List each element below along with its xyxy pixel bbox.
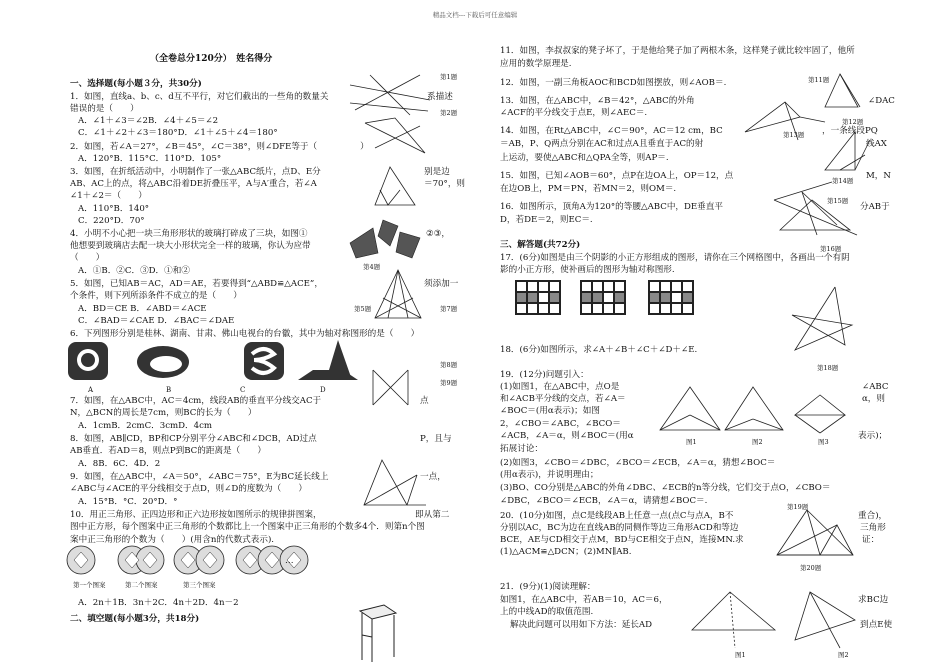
logo-letter-1: B	[166, 386, 172, 394]
left-line-1: 1．如图，直线a、b、c、d互不平行，对它们截出的一些角的数量关	[70, 92, 329, 102]
right-line-18: 和∠ACB平分线的交点，若∠A＝	[500, 394, 626, 404]
right-line-2: 12．如图，一副三角板AOC和BCD如图摆放，则∠AOB＝.	[500, 78, 727, 88]
left-line-17: 个条件，则下列所添条件不成立的是（ ）	[70, 291, 242, 301]
caption-0: 第1题	[440, 73, 458, 81]
figure-q9-triangle	[362, 455, 427, 510]
right-tail-4: 分AB于	[860, 202, 890, 212]
left-line-10: A．110°B．140°	[78, 204, 150, 214]
figure-q14-right-triangle	[820, 130, 875, 175]
right-line-7: 上运动，要使△ABC和△QPA全等，则AP＝.	[500, 153, 669, 163]
left-tail-3: ②③，	[426, 229, 451, 239]
right-tail-11: 求BC边	[858, 595, 889, 605]
caption-23: 图2	[838, 651, 849, 659]
left-line-18: A．BD＝CE B．∠ABD＝∠ACE	[78, 304, 207, 314]
pattern-ellipsis: …	[285, 556, 294, 566]
right-tail-7: 表示)；	[858, 431, 888, 441]
right-line-6: ＝AB，P、Q两点分别在AC和过点A且垂直于AC的射	[500, 139, 704, 149]
left-line-14: （ ）	[70, 253, 105, 263]
figure-q19-triangles	[655, 385, 855, 435]
left-line-22: N，△BCN的周长是7cm，则BC的长为（ ）	[70, 408, 257, 418]
figure-q3-fold	[370, 165, 420, 210]
right-line-14: 影的小正方形，使补画后的图形为轴对称图形.	[500, 265, 675, 275]
left-line-7: 3．如图，在折纸活动中，小明制作了一张△ABC纸片，点D、E分	[70, 167, 321, 177]
left-tail-2: ＝70°，则	[424, 179, 466, 189]
figure-q20-equilateral	[775, 505, 855, 560]
right-tail-1: ，一条线段PQ	[822, 126, 878, 136]
left-line-11: C．220°D．70°	[78, 216, 145, 226]
caption-21: 图3	[818, 438, 829, 446]
left-tail-8: 即从第二	[415, 510, 450, 520]
right-line-24: (用α表示)，并说明理由；	[500, 470, 599, 480]
left-line-23: A．1cmB．2cmC．3cmD．4cm	[78, 421, 213, 431]
right-tail-5: ∠ABC	[862, 382, 889, 392]
right-line-21: ∠ACB，∠A＝α，则∠BOC＝(用α	[500, 431, 634, 441]
right-line-8: 15．如图，已知∠AOB＝60°，点P在边OA上，OP＝12，点	[500, 171, 734, 181]
left-line-32: 案中正三角形的个数为（ ）(用含n的代数式表示).	[70, 535, 275, 545]
left-line-28: ∠ABC与∠ACE的平分线相交于点D，则∠D的度数为（ ）	[70, 484, 307, 494]
right-line-12: 三、解答题(共72分)	[500, 240, 581, 250]
right-line-33: 上的中线AD的取值范围.	[500, 607, 594, 617]
left-line-16: 5．如图，已知AB＝AC，AD＝AE，若要得到“△ABD≌△ACE”，	[70, 279, 323, 289]
caption-1: 第2题	[440, 109, 458, 117]
figure-q10-patterns	[66, 545, 316, 579]
left-line-33: A．2n＋1B．3n＋2C．4n＋2D．4n－2	[78, 598, 239, 608]
right-line-30: (1)△ACM≌△DCN；(2)MN∥AB.	[500, 547, 632, 557]
caption-20: 图2	[752, 438, 763, 446]
caption-8: 第二个图案	[125, 581, 158, 589]
figure-q18-star	[790, 285, 860, 355]
left-line-25: AB垂直．若AD＝8，则点P到BC的距离是（ ）	[70, 446, 267, 456]
right-line-22: 拓展讨论：	[500, 444, 543, 454]
left-line-30: 10．用正三角形、正四边形和正六边形按如图所示的规律拼图案，	[70, 510, 322, 520]
logo-letter-0: A	[88, 386, 94, 394]
figure-q15-angle	[772, 180, 862, 240]
right-line-32: 如图1，在△ABC中，若AB＝10，AC＝6，	[500, 595, 668, 605]
right-line-31: 21．(9分)(1)阅读理解：	[500, 582, 596, 592]
caption-19: 图1	[686, 438, 697, 446]
left-line-9: ∠1＋∠2＝（ ）	[70, 191, 147, 201]
right-line-3: 13．如图，在△ABC中，∠B＝42°，△ABC的外角	[500, 96, 695, 106]
left-line-2: 错误的是（ ）	[70, 104, 139, 114]
caption-2: 第4题	[363, 263, 381, 271]
left-line-26: A．8B．6C．4D．2	[78, 459, 161, 469]
caption-3: 第5题	[354, 305, 372, 313]
left-line-13: 他想要到玻璃店去配一块大小形状完全一样的玻璃，你认为应带	[70, 241, 311, 251]
left-line-21: 7．如图，在△ABC中，AC＝4cm，线段AB的垂直平分线交AC于	[70, 396, 322, 406]
left-line-5: 2．如图，若∠A＝27°，∠B＝45°，∠C＝38°，则∠DFE等于（ ）	[70, 142, 369, 152]
caption-22: 图1	[735, 651, 746, 659]
q17-grid-1	[515, 280, 561, 315]
right-line-0: 11．如图，李叔叔家的凳子坏了，于是他给凳子加了两根木条，这样凳子就比较牢固了，他所	[500, 46, 855, 56]
left-line-8: AB、AC上的点，将△ABC沿着DE折叠压平，A与A′重合，若∠A	[70, 179, 317, 189]
caption-5: 第8题	[440, 361, 458, 369]
right-line-15: 18．(6分)如图所示，求∠A＋∠B＋∠C＋∠D＋∠E.	[500, 345, 698, 355]
figure-q8-parallel	[368, 365, 416, 407]
right-line-9: 在边OB上，PM＝PN，若MN＝2，则OM＝.	[500, 184, 677, 194]
left-line-31: 图中正方形，每个图案中正三角形的个数都比上一个图案中正三角形的个数多4个．则第n个图	[70, 522, 425, 532]
q17-grid-3	[648, 280, 694, 315]
left-line-4: C．∠1＋∠2＋∠3＝180°D．∠1＋∠5＋∠4＝180°	[78, 128, 278, 138]
right-line-27: 20．(10分)如图，点C是线段AB上任意一点(点C与点A，B不	[500, 511, 734, 521]
page-header: 精品文档---下载后可任意编辑	[432, 11, 518, 19]
left-tail-1: 别是边	[424, 167, 450, 177]
left-tail-5: 点	[420, 396, 429, 406]
left-line-27: 9．如图，在△ABC中，∠A＝50°，∠ABC＝75°，E为BC延长线上	[70, 472, 329, 482]
caption-13: 第14题	[832, 177, 854, 185]
left-line-24: 8．如图，AB∥CD，BP和CP分别平分∠ABC和∠DCB，AD过点	[70, 434, 317, 444]
figure-q4-broken-glass	[348, 218, 423, 260]
right-tail-3: M，N	[866, 171, 891, 181]
caption-16: 第18题	[817, 364, 839, 372]
caption-18: 第20题	[800, 564, 822, 572]
right-line-34: 解决此问题可以用如下方法：延长AD	[510, 620, 653, 630]
right-tail-0: ∠DAC	[868, 96, 895, 106]
right-line-16: 19．(12分)问题引入：	[500, 370, 589, 380]
left-line-6: A．120°B．115°C．110°D．105°	[78, 154, 222, 164]
left-line-29: A．15°B．°C．20°D．°	[78, 497, 178, 507]
right-line-5: 14．如图，在Rt△ABC中，∠C＝90°，AC＝12 cm，BC	[500, 126, 723, 136]
right-tail-8: 重合)，	[858, 511, 888, 521]
figure-q2-triangle	[365, 118, 435, 158]
right-tail-12: 到点E使	[860, 620, 893, 630]
right-line-10: 16．如图所示，顶角A为120°的等腰△ABC中，DE垂直平	[500, 202, 723, 212]
q17-grid-2	[580, 280, 626, 315]
left-line-20: 6．下列图形分别是桂林、湖南、甘肃、佛山电视台的台徽，其中为轴对称图形的是（ ）	[70, 329, 420, 339]
left-tail-7: 一点，	[420, 472, 446, 482]
left-line-3: A．∠1＋∠3＝∠2B．∠4＋∠5＝∠2	[78, 116, 219, 126]
left-line-19: C．∠BAD＝∠CAE D．∠BAC＝∠DAE	[78, 316, 235, 326]
caption-11: 第12题	[842, 118, 864, 126]
right-line-26: ∠DBC，∠BCO＝∠ECB，∠A＝α，请猜想∠BOC＝.	[500, 496, 708, 506]
left-line-12: 4．小明不小心把一块三角形形状的玻璃打碎成了三块，如图①	[70, 229, 308, 239]
caption-12: 第13题	[783, 131, 805, 139]
right-line-13: 17．(6分)如图是由三个阴影的小正方形组成的图形，请你在三个网格图中，各画出一个有阴	[500, 253, 850, 263]
caption-9: 第三个图案	[183, 581, 216, 589]
left-tail-6: P，且与	[420, 434, 452, 444]
caption-15: 第16题	[820, 245, 842, 253]
caption-10: 第11题	[808, 76, 830, 84]
figure-q5-triangles	[373, 268, 423, 320]
logo-letter-2: C	[240, 386, 246, 394]
logo-letter-3: D	[320, 386, 326, 394]
caption-17: 第19题	[787, 503, 809, 511]
right-line-11: D，若DE＝2，则EC＝.	[500, 215, 593, 225]
caption-4: 第7题	[440, 305, 458, 313]
figure-q21-median	[690, 590, 865, 650]
caption-14: 第15题	[827, 197, 849, 205]
caption-7: 第一个图案	[73, 581, 106, 589]
left-line-34: 二、填空题(每小题3分，共18分)	[70, 614, 200, 624]
exam-title: （全卷总分120分） 姓名得分	[150, 54, 273, 64]
right-line-1: 应用的数学原理是.	[500, 59, 572, 69]
right-line-28: 分别以AC，BC为边在直线AB的同侧作等边三角形ACD和等边	[500, 523, 739, 533]
right-line-25: (3)BO、CO分别是△ABC的外角∠DBC、∠ECB的n等分线，它们交于点O，∠CBO＝	[500, 483, 831, 493]
right-tail-2: 线AX	[866, 139, 887, 149]
figure-q11-stool	[356, 605, 398, 663]
right-tail-9: 三角形	[860, 523, 886, 533]
right-tail-6: α，则	[862, 394, 885, 404]
tv-logos	[68, 340, 358, 390]
left-tail-4: 须添加一	[424, 279, 459, 289]
right-line-19: ∠BOC＝(用α表示)；如图	[500, 406, 600, 416]
caption-6: 第9题	[440, 379, 458, 387]
right-line-20: 2，∠CBO＝∠ABC，∠BCO＝	[500, 419, 621, 429]
left-tail-0: 系描述	[427, 92, 453, 102]
right-line-29: BCE，AE与CD相交于点M，BD与CE相交于点N，连接MN.求	[500, 535, 744, 545]
right-tail-10: 证：	[862, 535, 880, 545]
right-line-4: ∠ACF的平分线交于点E，则∠AEC＝.	[500, 108, 648, 118]
left-line-15: A．①B．②C．③D．①和②	[78, 266, 190, 276]
figure-q1-lines	[350, 75, 430, 115]
right-line-17: (1)如图1，在△ABC中，点O是	[500, 382, 620, 392]
right-line-23: (2)如图3，∠CBO＝∠DBC，∠BCO＝∠ECB，∠A＝α，猜想∠BOC＝	[500, 458, 776, 468]
left-line-0: 一、选择题(每小题３分，共30分)	[70, 79, 202, 89]
